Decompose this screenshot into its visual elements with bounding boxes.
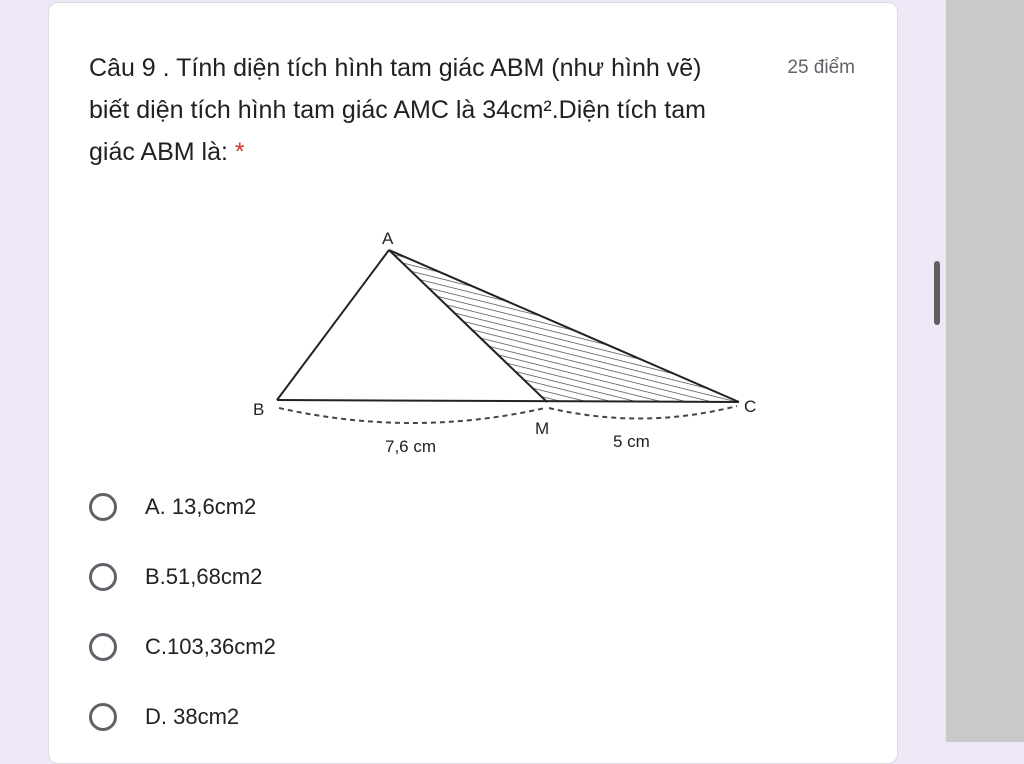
vertex-label-b: B [253, 400, 265, 419]
option-b[interactable] [89, 557, 262, 597]
option-c[interactable] [89, 627, 276, 667]
radio-button[interactable] [89, 633, 117, 661]
scrollbar-track[interactable] [946, 0, 1024, 742]
option-d[interactable] [89, 697, 239, 737]
option-label: A. 13,6cm2 [145, 494, 257, 519]
option-label: B.51,68cm2 [145, 564, 263, 589]
vertex-label-a: A [382, 229, 394, 248]
length-label-mc: 5 cm [613, 432, 650, 451]
option-label: D. 38cm2 [145, 704, 240, 729]
radio-button[interactable] [89, 493, 117, 521]
triangle-figure [199, 218, 779, 468]
option-label: C.103,36cm2 [145, 634, 276, 659]
page-margin [896, 0, 946, 742]
question-text: Câu 9 . Tính diện tích hình tam giác ABM (như hình vẽ) biết diện tích hình tam giác AMC là 34cm².Diện tích tam giác ABM là: [89, 54, 706, 166]
radio-button[interactable] [89, 703, 117, 731]
points-label: 25 điểm [787, 57, 855, 78]
brace-bm [279, 408, 545, 423]
length-label-bm: 7,6 cm [385, 437, 437, 456]
option-a[interactable] [89, 487, 256, 527]
scrollbar-thumb[interactable] [934, 261, 940, 325]
question-text-block [89, 47, 709, 173]
required-asterisk: * [234, 138, 245, 166]
point-label-m: M [535, 419, 550, 438]
brace-mc [549, 406, 737, 419]
question-card [48, 2, 898, 764]
radio-button[interactable] [89, 563, 117, 591]
vertex-label-c: C [744, 397, 757, 416]
side-ab [277, 250, 389, 400]
